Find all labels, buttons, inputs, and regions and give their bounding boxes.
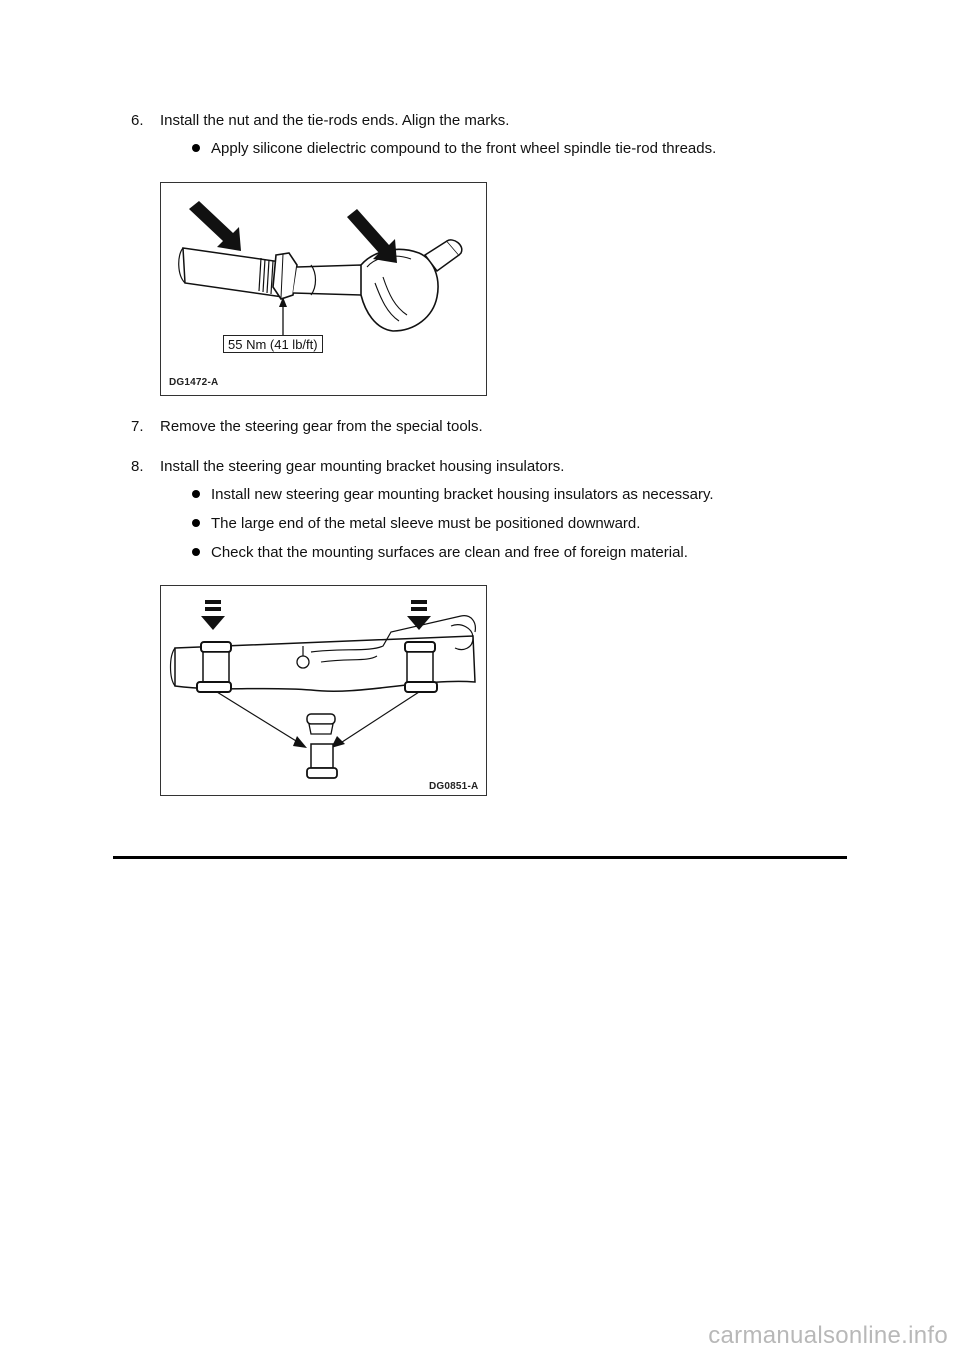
figure-id: DG1472-A <box>169 377 219 388</box>
bullet-item <box>192 515 640 533</box>
torque-callout: 55 Nm (41 lb/ft) <box>223 335 323 353</box>
bullet-dot-icon <box>192 548 200 556</box>
bullet-text: Install new steering gear mounting bracket housing insulators as necessary. <box>211 486 714 503</box>
insulators-illustration <box>161 586 485 794</box>
tie-rod-illustration <box>161 183 485 394</box>
bullet-dot-icon <box>192 144 200 152</box>
step-number: 8. <box>131 458 144 475</box>
bullet-item <box>192 486 714 504</box>
figure-insulators <box>160 585 487 796</box>
bullet-item <box>192 140 716 158</box>
step-number: 6. <box>131 112 144 129</box>
step-text: Install the steering gear mounting bracket housing insulators. <box>160 458 565 475</box>
section-divider <box>113 856 847 859</box>
figure-id: DG0851-A <box>429 781 479 792</box>
bullet-item <box>192 544 688 562</box>
step-text: Install the nut and the tie-rods ends. Align the marks. <box>160 112 510 129</box>
step-8 <box>131 458 564 476</box>
bullet-dot-icon <box>192 519 200 527</box>
bullet-dot-icon <box>192 490 200 498</box>
bullet-text: Apply silicone dielectric compound to the front wheel spindle tie-rod threads. <box>211 140 717 157</box>
watermark: carmanualsonline.info <box>708 1322 948 1349</box>
bullet-text: The large end of the metal sleeve must be positioned downward. <box>211 515 641 532</box>
figure-tie-rod <box>160 182 487 396</box>
step-6 <box>131 112 509 130</box>
bullet-text: Check that the mounting surfaces are clean and free of foreign material. <box>211 544 688 561</box>
step-7 <box>131 418 483 436</box>
step-text: Remove the steering gear from the special tools. <box>160 418 483 435</box>
step-number: 7. <box>131 418 144 435</box>
